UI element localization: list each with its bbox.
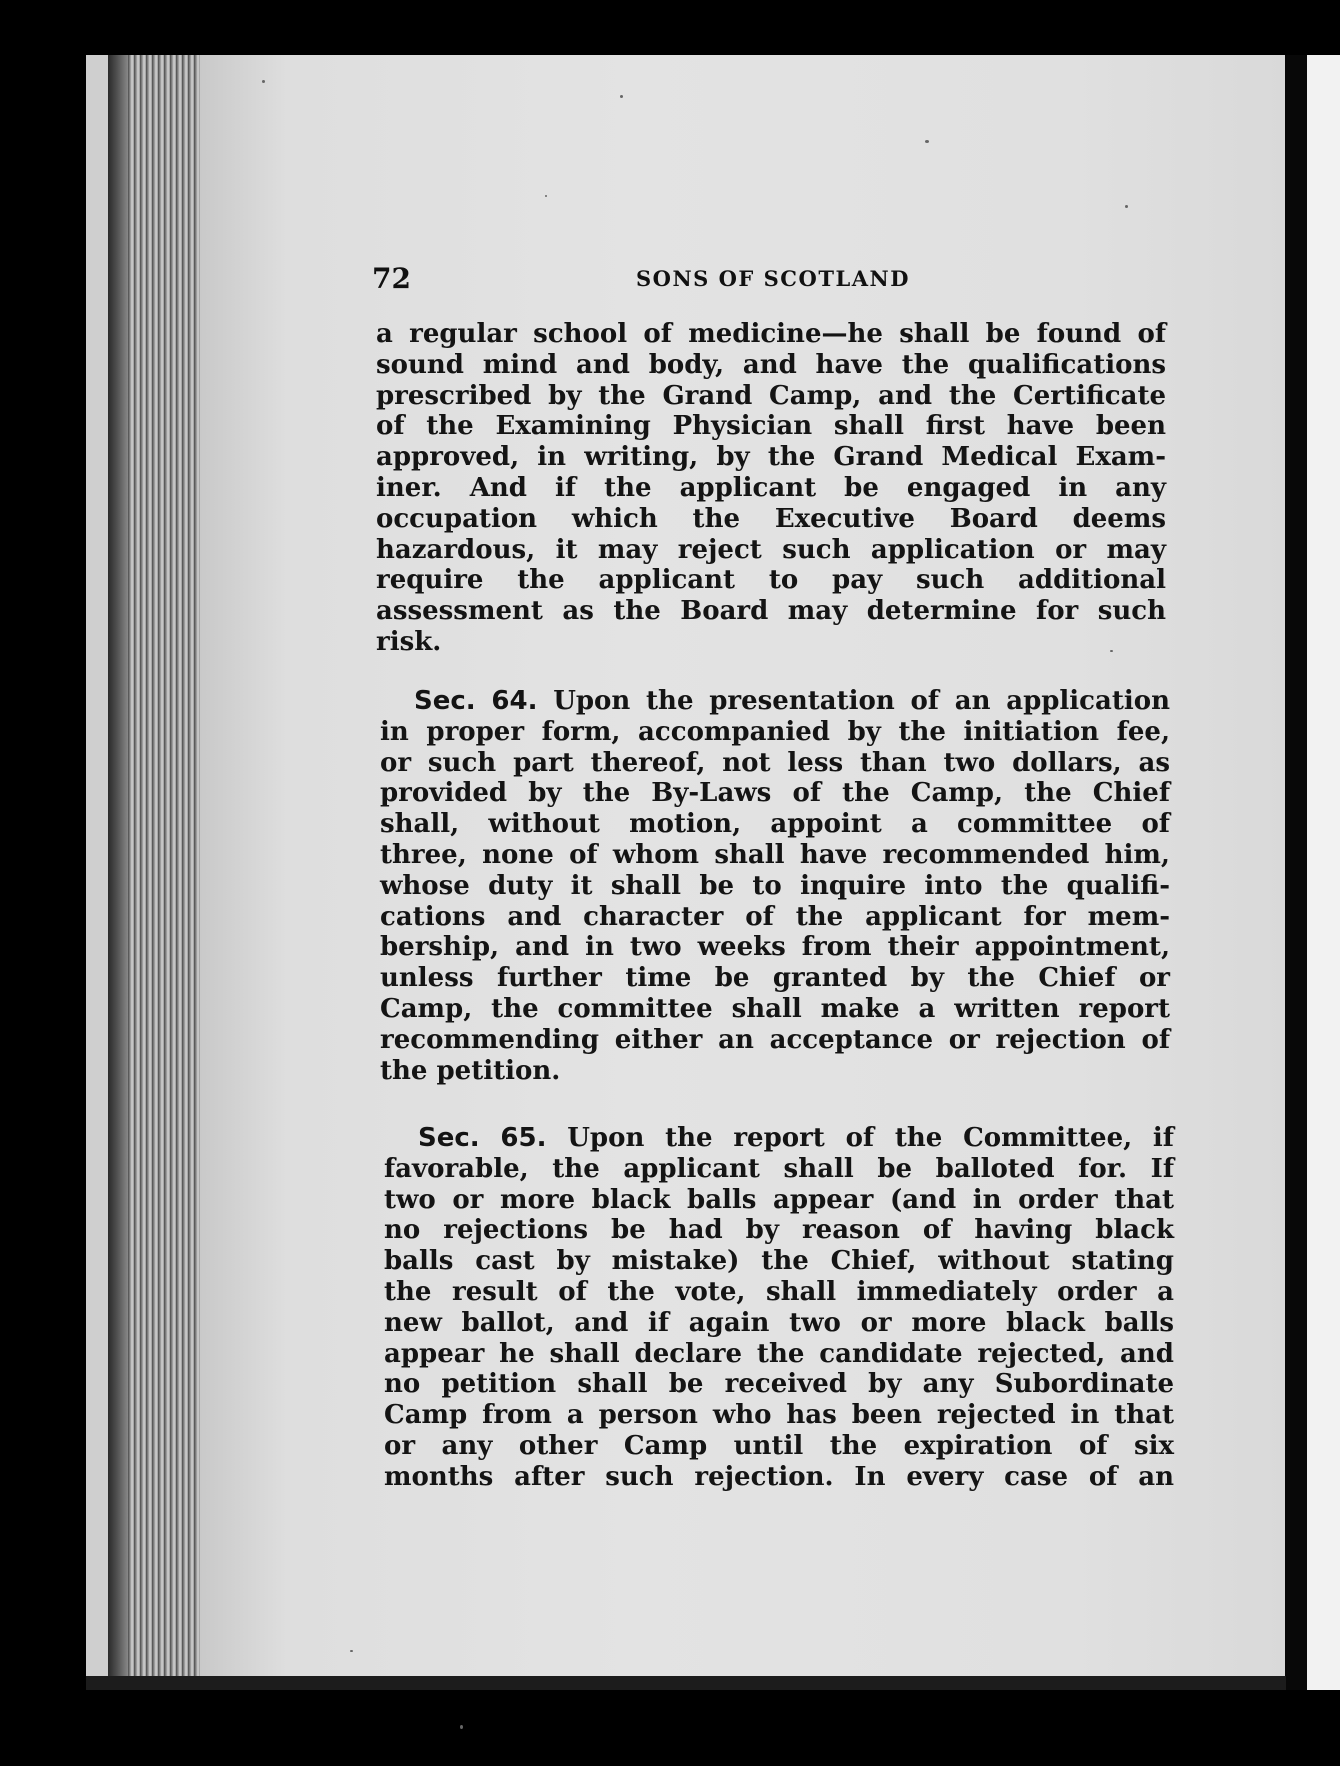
text-line: the petition.	[380, 1055, 561, 1086]
scan-speck	[1125, 205, 1128, 208]
page-gutter-shadow	[1285, 55, 1307, 1690]
running-title: SONS OF SCOTLAND	[636, 266, 910, 291]
text-line: in proper form, accompanied by the initiation fee,	[380, 716, 1170, 747]
scan-speck	[620, 95, 623, 98]
text-line: Camp from a person who has been rejected in that	[384, 1400, 1174, 1431]
text-line: prescribed by the Grand Camp, and the Certificate	[376, 380, 1166, 411]
text-line	[384, 1123, 1174, 1154]
text-line: cations and character of the applicant for mem-	[380, 901, 1170, 932]
text-line: sound mind and body, and have the qualifications	[376, 349, 1166, 380]
text-line: appear he shall declare the candidate rejected, and	[384, 1338, 1174, 1369]
text-line: a regular school of medicine—he shall be found of	[376, 319, 1166, 349]
bottom-edge-shadow	[86, 1676, 1286, 1690]
text-line: three, none of whom shall have recommended him,	[380, 839, 1170, 870]
book-binding	[86, 55, 108, 1690]
scan-speck	[262, 80, 265, 83]
text-line: two or more black balls appear (and in order that	[384, 1184, 1174, 1215]
facing-page-edge	[1307, 55, 1340, 1690]
section-64-paragraph	[380, 686, 1170, 1086]
scan-speck	[925, 140, 929, 143]
text-line: whose duty it shall be to inquire into the qualifi-	[380, 870, 1170, 901]
text-line	[380, 686, 1170, 717]
text-line: occupation which the Executive Board deems	[376, 503, 1166, 534]
text-line: or any other Camp until the expiration of six	[384, 1430, 1174, 1461]
text-line: assessment as the Board may determine for such	[376, 596, 1166, 627]
section-label: Sec. 64.	[414, 686, 538, 716]
page-edges	[128, 55, 208, 1690]
text-line: balls cast by mistake) the Chief, without stating	[384, 1246, 1174, 1277]
text-line: recommending either an acceptance or rejection of	[380, 1024, 1170, 1055]
text-line: new ballot, and if again two or more black balls	[384, 1307, 1174, 1338]
text-line: require the applicant to pay such additional	[376, 565, 1166, 596]
text-line: bership, and in two weeks from their appointment,	[380, 932, 1170, 963]
running-head	[372, 262, 1172, 302]
scan-speck	[545, 195, 547, 197]
text-line: favorable, the applicant shall be balloted for. If	[384, 1153, 1174, 1184]
text-line: the result of the vote, shall immediately order a	[384, 1276, 1174, 1307]
text-line: hazardous, it may reject such application or may	[376, 534, 1166, 565]
section-65-paragraph	[384, 1123, 1174, 1493]
text-line: unless further time be granted by the Chief or	[380, 963, 1170, 994]
text-line: iner. And if the applicant be engaged in any	[376, 472, 1166, 503]
text-line-content: Upon the presentation of an application	[553, 686, 1170, 716]
paragraph-continuation	[376, 319, 1166, 658]
page-number: 72	[372, 262, 411, 295]
text-line: no petition shall be received by any Subordinate	[384, 1369, 1174, 1400]
scan-speck	[460, 1725, 463, 1729]
text-line: no rejections be had by reason of having black	[384, 1215, 1174, 1246]
scan-speck	[350, 1650, 353, 1652]
binding-shadow	[108, 55, 128, 1690]
text-line: or such part thereof, not less than two dollars, as	[380, 747, 1170, 778]
section-label: Sec. 65.	[418, 1123, 547, 1153]
text-line: approved, in writing, by the Grand Medical Exam-	[376, 442, 1166, 473]
text-line: risk.	[376, 626, 442, 657]
text-line: months after such rejection. In every case of an	[384, 1461, 1174, 1492]
text-line: provided by the By-Laws of the Camp, the Chief	[380, 778, 1170, 809]
text-line-content: Upon the report of the Committee, if	[567, 1123, 1174, 1153]
text-line: of the Examining Physician shall first have been	[376, 411, 1166, 442]
text-line: shall, without motion, appoint a committee of	[380, 809, 1170, 840]
text-line: Camp, the committee shall make a written report	[380, 993, 1170, 1024]
